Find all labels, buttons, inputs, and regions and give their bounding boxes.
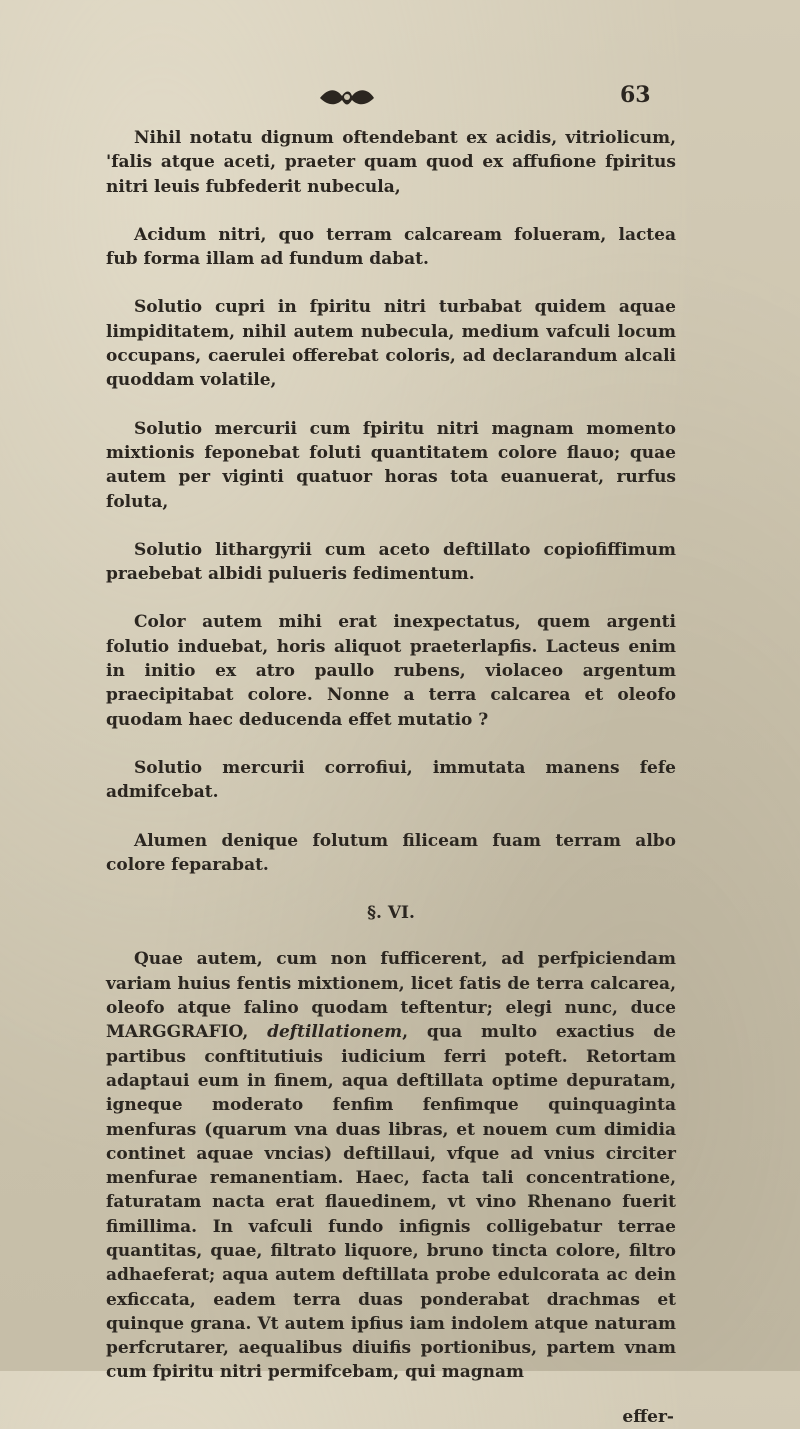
italic-term: deftillationem <box>267 1022 403 1043</box>
paragraph: Solutio mercurii cum fpiritu nitri magnam momento mixtionis feponebat foluti quantitatem colore flauo; quae autem per viginti quatuor horas tota euanuerat, rurfus foluta, <box>106 418 676 512</box>
printer-ornament-icon <box>318 86 376 108</box>
paragraph: Alumen denique folutum filiceam fuam terram albo colore feparabat. <box>106 830 676 875</box>
page-header <box>0 82 800 122</box>
paragraph: Color autem mihi erat inexpectatus, quem argenti folutio induebat, horis aliquot praeterlapfis. Lacteus enim in initio ex atro paullo rubens, violaceo argentum praecipitabat colore. Nonne a terra calcarea et oleofo quodam haec deducenda effet mutatio ? <box>106 612 676 730</box>
catchword: effer- <box>622 1406 674 1427</box>
paragraph: Acidum nitri, quo terram calcaream folueram, lactea fub forma illam ad fundum dabat. <box>106 224 676 270</box>
paragraph-text: Quae autem, cum non fufficerent, ad perfpiciendam variam huius fentis mixtionem, licet fatis de terra calcarea, oleofo atque falino quodam teftentur; elegi nunc, duce MARGGRAFIO, <box>106 949 676 1043</box>
page-number: 63 <box>620 82 651 108</box>
paragraph: Solutio cupri in fpiritu nitri turbabat quidem aquae limpiditatem, nihil autem nubecula, medium vafculi locum occupans, caerulei offerebat coloris, ad declarandum alcali quoddam volatile, <box>106 297 676 391</box>
paragraph: Nihil notatu dignum oftendebant ex acidis, vitriolicum, 'falis atque aceti, praeter quam quod ex affufione fpiritus nitri leuis fubfederit nubecula, <box>106 128 676 197</box>
section-heading: §. VI. <box>367 903 415 924</box>
paragraph: Solutio mercurii corrofiui, immutata manens fefe admifcebat. <box>106 757 676 803</box>
paragraph: Solutio lithargyrii cum aceto deftillato copiofiffimum praebebat albidi pulueris fedimentum. <box>106 539 676 585</box>
paragraph-text: , qua multo exactius de partibus conftitutiuis iudicium ferri poteft. Retortam adaptaui eum in finem, aqua deftillata optime depuratam, igneque moderato fenfim fenfimque quinquaginta menfuras (quarum vna duas libras, et nouem cum dimidia continet aquae vncias) deftillaui, vfque ad vnius circiter menfurae remanentiam. Haec, facta tali concentratione, faturatam nacta erat flauedinem, vt vino Rhenano fuerit fimillima. In vafculi fundo infignis colligebatur terrae quantitas, quae, filtrato liquore, bruno tincta colore, filtro adhaeferat; aqua autem deftillata probe edulcorata ac dein exficcata, eadem terra duas ponderabat drachmas et quinque grana. Vt autem ipfius iam indolem atque naturam perfcrutarer, aequalibus diuifis portionibus, partem vnam cum fpiritu nitri permifcebam, qui magnam <box>106 1022 676 1383</box>
paragraph <box>106 947 676 1384</box>
body-text <box>106 126 676 1429</box>
